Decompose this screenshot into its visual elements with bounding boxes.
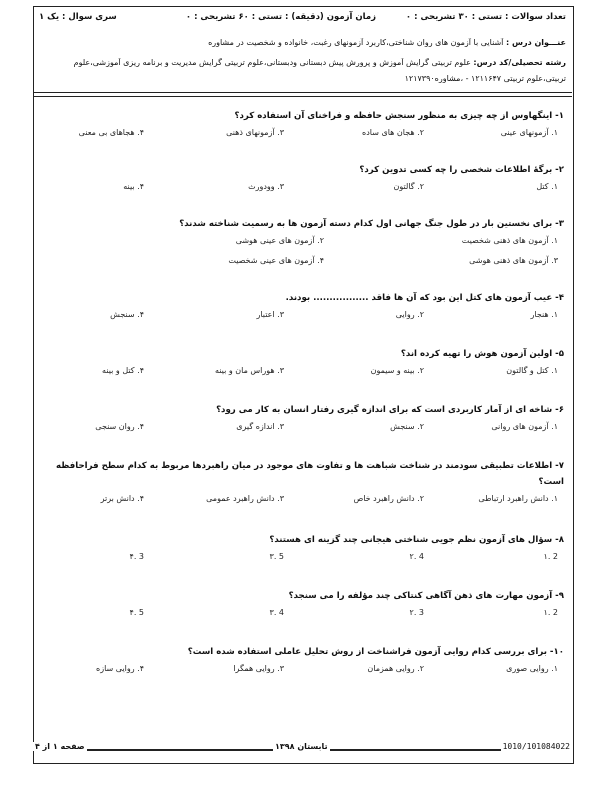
option-1: ۱. آزمون های ذهنی شخصیت	[461, 236, 558, 245]
question-text: ۴- عیب آزمون های کتل این بود که آن ها فاقد ................. بودند.	[285, 293, 564, 303]
course-title	[39, 38, 566, 47]
option-3: ۳. وودورث	[248, 182, 284, 191]
question-text: ۷- اطلاعات تطبیقی سودمند در شناخت شباهت ها و تفاوت های موجود در میان راهبردها مربوط به کدام سطح فراحافظه است؟	[56, 461, 564, 487]
option-4: ۴. روان سنجی	[95, 422, 144, 431]
field-code	[39, 58, 566, 67]
option-3: 4 .۳	[269, 608, 284, 617]
option-3: ۳. آزمونهای ذهنی	[226, 128, 284, 137]
option-2: ۲. روایی همزمان	[367, 664, 424, 673]
option-1: ۱. آزمونهای عینی	[500, 128, 558, 137]
question-text: ۲- برگهٔ اطلاعات شخصی را چه کسی تدوین کرد؟	[359, 165, 564, 175]
option-4: ۴. روایی سازه	[96, 664, 144, 673]
option-2: ۲. بینه و سیمون	[370, 366, 424, 375]
option-2: ۲. آزمون های عینی هوشی	[235, 236, 324, 245]
option-2: ۲. هجان های ساده	[362, 128, 424, 137]
option-3: ۳. دانش راهبرد عمومی	[206, 494, 284, 503]
option-4: 3 .۴	[129, 552, 144, 561]
option-1: 2 .۱	[543, 608, 558, 617]
option-4: ۴. سنجش	[110, 310, 144, 319]
question-1	[40, 108, 564, 144]
question-8	[40, 532, 564, 568]
exam-header	[33, 6, 572, 93]
option-1: ۱. کتل	[536, 182, 558, 191]
option-2: ۲. دانش راهبرد خاص	[353, 494, 424, 503]
question-10	[40, 644, 564, 680]
option-1: 2 .۱	[543, 552, 558, 561]
field-code-value: علوم تربیتی گرایش آموزش و پرورش پیش دبستانی ودبستانی،علوم تربیتی گرایش مدیریت و برنامه ریزی آموزشی،علوم	[73, 58, 471, 67]
num-questions: تعداد سوالات : تستی : ۳۰ تشریحی : ۰	[405, 12, 566, 22]
question-5	[40, 346, 564, 382]
option-1: ۱. روایی صوری	[506, 664, 558, 673]
option-2: 3 .۲	[409, 608, 424, 617]
question-9	[40, 588, 564, 624]
field-code-label: رشته تحصیلی/کد درس:	[473, 58, 566, 67]
option-4: ۴. هجاهای بی معنی	[78, 128, 144, 137]
exam-time: زمان آزمون (دقیقه) : تستی : ۶۰ تشریحی : ۰	[185, 12, 376, 22]
option-4: ۴. دانش برتر	[100, 494, 144, 503]
option-1: ۱. هنجار	[530, 310, 558, 319]
exam-term: تابستان ۱۳۹۸	[275, 742, 328, 751]
option-1: ۱. آزمون های روانی	[491, 422, 558, 431]
question-text: ۱- اینگهاوس از چه چیزی به منظور سنجش حافظه و فراخنای آن استفاده کرد؟	[234, 111, 564, 121]
option-2: 4 .۲	[409, 552, 424, 561]
question-7	[40, 458, 564, 510]
option-4: ۴. کتل و بینه	[102, 366, 144, 375]
question-text: ۹- آزمون مهارت های ذهن آگاهی کنتاکی چند مؤلفه را می سنجد؟	[288, 591, 564, 601]
question-3	[40, 216, 564, 272]
page-footer	[33, 742, 572, 758]
question-text: ۶- شاخه ای از آمار کاربردی است که برای اندازه گیری رفتار انسان به کار می رود؟	[216, 405, 564, 415]
question-text: ۵- اولین آزمون هوش را تهیه کرده اند؟	[400, 349, 564, 359]
option-2: ۲. سنجش	[390, 422, 424, 431]
question-text: ۸- سؤال های آزمون نظم جویی شناختی هیجانی چند گزینه ای هستند؟	[269, 535, 564, 545]
option-3: ۳. آزمون های ذهنی هوشی	[469, 256, 558, 265]
option-3: ۳. روایی همگرا	[233, 664, 284, 673]
option-3: 5 .۳	[269, 552, 284, 561]
question-4	[40, 290, 564, 326]
header-divider	[33, 96, 572, 97]
option-4: 5 .۴	[129, 608, 144, 617]
field-code-continued: تربیتی،علوم تربیتی ۱۲۱۱۶۴۷ - ،مشاوره۱۲۱۷۳۹۰	[404, 74, 566, 83]
option-1: ۱. دانش راهبرد ارتباطی	[478, 494, 558, 503]
question-2	[40, 162, 564, 198]
question-text: ۳- برای نخستین بار در طول جنگ جهانی اول کدام دسته آزمون ها به رسمیت شناخته شدند؟	[179, 219, 564, 229]
option-3: ۳. هوراس مان و بینه	[214, 366, 284, 375]
option-3: ۳. اعتبار	[256, 310, 284, 319]
option-1: ۱. کتل و گالتون	[506, 366, 558, 375]
option-4: ۴. آزمون های عینی شخصیت	[228, 256, 324, 265]
course-title-label: عنـــوان درس :	[505, 38, 566, 47]
option-2: ۲. گالتون	[393, 182, 424, 191]
question-series: سری سوال : یک ۱	[39, 12, 117, 22]
question-6	[40, 402, 564, 438]
exam-code: 1010/101084022	[502, 742, 570, 751]
option-3: ۳. اندازه گیری	[236, 422, 284, 431]
option-2: ۲. روایی	[395, 310, 424, 319]
option-4: ۴. بینه	[123, 182, 144, 191]
page-number: صفحه ۱ از ۴	[35, 742, 85, 751]
question-text: ۱۰- برای بررسی کدام روایی آزمون فراشناخت از روش تحلیل عاملی استفاده شده است؟	[187, 647, 564, 657]
course-title-value: آشنایی با آزمون های روان شناختی،کاربرد آزمونهای رغبت، خانواده و شخصیت در مشاوره	[208, 38, 504, 47]
